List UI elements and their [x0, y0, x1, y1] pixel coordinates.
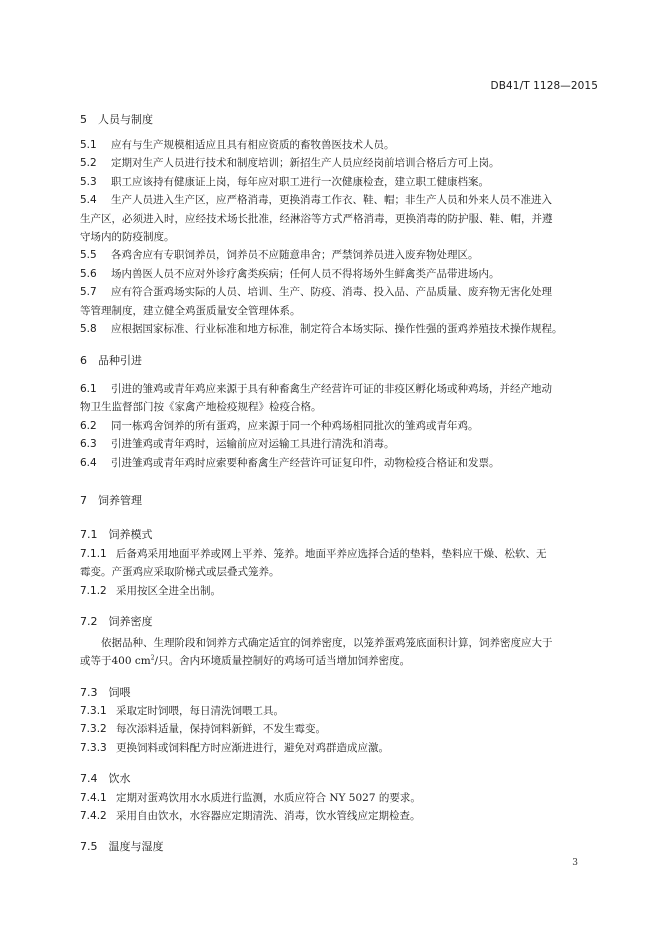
- clause-line: [80, 210, 600, 228]
- clause-number: 5.5: [80, 249, 97, 262]
- clause-text: 各鸡舍应有专职饲养员，饲养员不应随意串舍；严禁饲养员进入废弃物处理区。: [111, 249, 479, 262]
- clause-line: [80, 380, 600, 398]
- clause-text: 应有符合蛋鸡场实际的人员、培训、生产、防疫、消毒、投入品、产品质量、废弃物无害化处理: [111, 286, 552, 299]
- clause-text: 生产人员进入生产区，应严格消毒，更换消毒工作衣、鞋、帽；非生产人员和外来人员不准进入: [111, 194, 552, 207]
- section-7-2-paragraph: [80, 634, 600, 671]
- clause-text: 定期对蛋鸡饮用水水质进行监测，水质应符合 NY 5027 的要求。: [116, 792, 421, 804]
- clause-list: [80, 380, 600, 472]
- clause-line: [80, 398, 600, 416]
- section-7-2-heading: 7.2 饲养密度: [80, 615, 153, 628]
- clause-line: [80, 136, 600, 154]
- clause-line: [80, 720, 600, 738]
- clause-number: 7.3.3: [80, 741, 107, 754]
- clause-line: [80, 154, 600, 172]
- clause-number: 6.3: [80, 438, 97, 451]
- section-7-1-heading: 7.1 饲养模式: [80, 528, 153, 541]
- clause-number: 7.3.1: [80, 705, 107, 717]
- clause-line: [80, 417, 600, 435]
- clause-text: 场内兽医人员不应对外诊疗禽类疾病；任何人员不得将场外生鲜禽类产品带进场内。: [111, 267, 500, 280]
- clause-list: [80, 136, 600, 338]
- clause-line: [80, 582, 600, 600]
- clause-text: 同一栋鸡舍饲养的所有蛋鸡，应来源于同一个种鸡场相同批次的雏鸡或青年鸡。: [111, 419, 479, 432]
- paragraph-line: 依据品种、生理阶段和饲养方式确定适宜的饲养密度，以笼养蛋鸡笼底面积计算，饲养密度应大于: [101, 637, 553, 649]
- clause-list: [80, 789, 600, 826]
- clause-text: 生产区，必须进入时，应经技术场长批准，经淋浴等方式严格消毒，更换消毒的防护服、鞋、帽，并遵: [80, 212, 553, 225]
- clause-text: 引进雏鸡或青年鸡时应索要种畜禽生产经营许可证复印件，动物检疫合格证和发票。: [111, 456, 500, 469]
- clause-text: 等管理制度，建立健全鸡蛋质量安全管理体系。: [80, 304, 301, 317]
- clause-text: 定期对生产人员进行技术和制度培训；新招生产人员应经岗前培训合格后方可上岗。: [111, 157, 500, 170]
- clause-line: [80, 545, 600, 563]
- clause-line: [80, 228, 600, 246]
- density-text: 或等于400 cm: [80, 655, 151, 668]
- clause-line: [80, 265, 600, 283]
- clause-text: 职工应该持有健康证上岗，每年应对职工进行一次健康检查，建立职工健康档案。: [111, 175, 489, 188]
- clause-line: [80, 739, 600, 757]
- clause-line: [80, 191, 600, 209]
- clause-line: [80, 563, 600, 581]
- clause-text: 霉变。产蛋鸡应采取阶梯式或层叠式笼养。: [80, 566, 280, 579]
- clause-line: [80, 283, 600, 301]
- page-number: 3: [572, 858, 578, 868]
- clause-line: [80, 789, 600, 807]
- clause-line: [80, 702, 600, 720]
- clause-text: 采用自由饮水，水容器应定期清洗、消毒，饮水管线应定期检查。: [116, 810, 421, 823]
- clause-number: 5.7: [80, 286, 97, 299]
- clause-text: 应根据国家标准、行业标准和地方标准，制定符合本场实际、操作性强的蛋鸡养殖技术操作规程。: [111, 323, 563, 336]
- clause-number: 5.3: [80, 175, 97, 188]
- clause-number: 5.4: [80, 194, 97, 207]
- clause-line: [80, 302, 600, 320]
- clause-list: [80, 702, 600, 757]
- section-5-heading: 5 人员与制度: [80, 113, 153, 126]
- section-6-heading: 6 品种引进: [80, 354, 142, 367]
- clause-text: 采取定时饲喂，每日清洗饲喂工具。: [116, 705, 284, 717]
- clause-list: [80, 545, 600, 600]
- density-text-rest: /只。舍内环境质量控制好的鸡场可适当增加饲养密度。: [154, 655, 411, 668]
- clause-text: 采用按区全进全出制。: [116, 584, 221, 597]
- superscript: 2: [150, 654, 155, 662]
- clause-number: 7.4.2: [80, 810, 107, 823]
- clause-number: 6.4: [80, 456, 97, 469]
- clause-text: 物卫生监督部门按《家禽产地检疫规程》检疫合格。: [80, 401, 322, 414]
- clause-text: 引进的雏鸡或青年鸡应来源于具有种畜禽生产经营许可证的非疫区孵化场或种鸡场，并经产地动: [111, 383, 552, 395]
- clause-line: [80, 173, 600, 191]
- section-7-heading: 7 饲养管理: [80, 494, 142, 507]
- paragraph-line: [80, 652, 600, 670]
- clause-number: 7.1.1: [80, 548, 107, 560]
- clause-line: [80, 454, 600, 472]
- section-7-4-heading: 7.4 饮水: [80, 772, 131, 785]
- clause-text: 应有与生产规模相适应且具有相应资质的畜牧兽医技术人员。: [111, 139, 395, 151]
- clause-line: [80, 320, 600, 338]
- clause-number: 7.4.1: [80, 792, 107, 804]
- clause-number: 5.1: [80, 139, 97, 151]
- clause-number: 5.2: [80, 157, 97, 170]
- section-7-5-heading: 7.5 温度与湿度: [80, 840, 164, 853]
- clause-text: 守场内的防疫制度。: [80, 231, 175, 244]
- clause-text: 更换饲料或饲料配方时应渐进进行，避免对鸡群造成应激。: [116, 741, 389, 754]
- clause-text: 每次添料适量，保持饲料新鲜，不发生霉变。: [116, 723, 326, 736]
- clause-number: 7.3.2: [80, 723, 107, 736]
- clause-number: 7.1.2: [80, 584, 107, 597]
- clause-number: 6.2: [80, 419, 97, 432]
- clause-number: 6.1: [80, 383, 97, 395]
- clause-line: [80, 807, 600, 825]
- section-7-3-heading: 7.3 饲喂: [80, 686, 131, 699]
- clause-number: 5.6: [80, 267, 97, 280]
- clause-text: 引进雏鸡或青年鸡时，运输前应对运输工具进行清洗和消毒。: [111, 438, 395, 451]
- document-code: DB41/T 1128—2015: [490, 80, 598, 92]
- clause-line: [80, 246, 600, 264]
- clause-line: [80, 435, 600, 453]
- clause-number: 5.8: [80, 323, 97, 336]
- clause-text: 后备鸡采用地面平养或网上平养、笼养。地面平养应选择合适的垫料，垫料应干燥、松软、无: [116, 548, 547, 560]
